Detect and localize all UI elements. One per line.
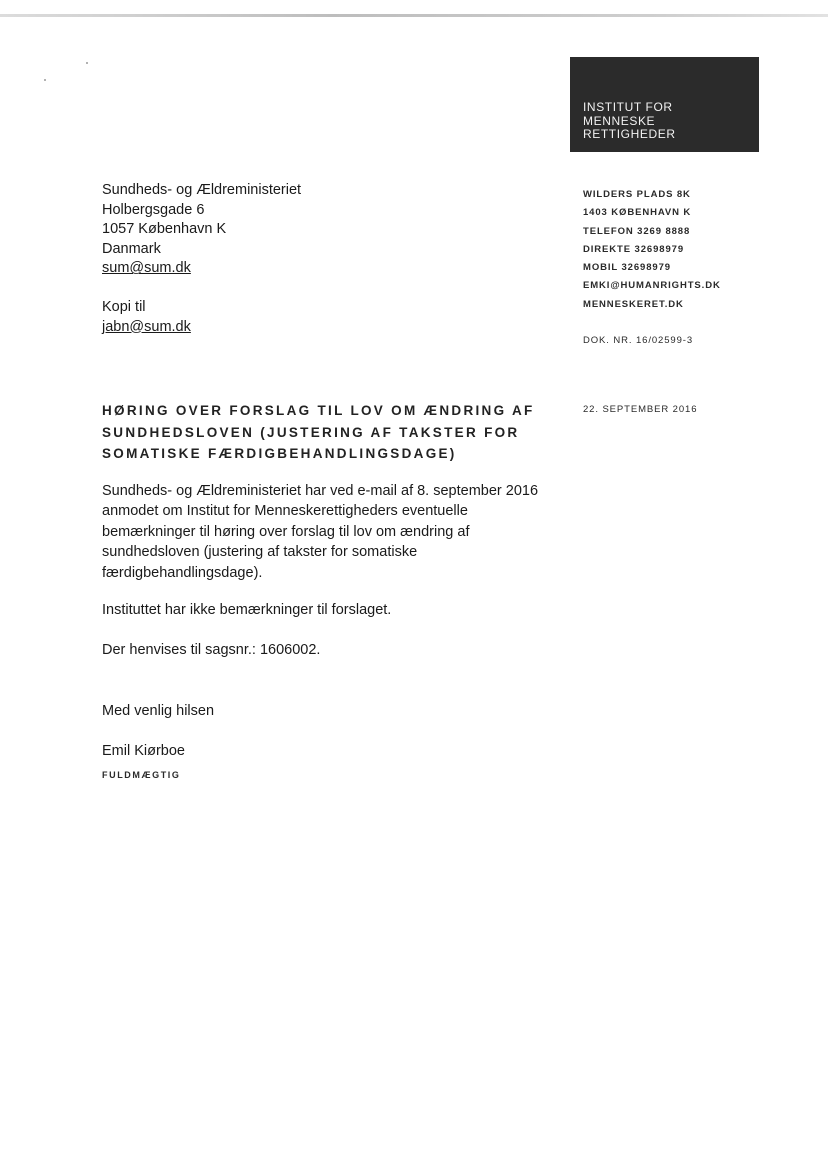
letter-subject [102,400,562,465]
sender-email: EMKI@HUMANRIGHTS.DK [583,280,721,292]
sender-direct-phone: DIREKTE 32698979 [583,243,685,255]
spacer [102,279,301,298]
recipient-address-block [102,181,301,337]
scan-speck [86,62,88,64]
body-line: anmodet om Institut for Menneskerettigheders eventuelle [102,503,468,520]
recipient-city: 1057 København K [102,221,227,238]
closing-greeting: Med venlig hilsen [102,703,215,719]
letter-body [102,481,562,603]
body-paragraph-case-number: Der henvises til sagsnr.: 1606002. [102,642,321,658]
subject-line: HØRING OVER FORSLAG TIL LOV OM ÆNDRING AF [102,403,535,418]
sender-address: WILDERS PLADS 8K [583,189,691,200]
copy-label: Kopi til [102,298,146,315]
body-line: sundhedsloven (justering af takster for somatiske [102,544,418,561]
recipient-street: Holbergsgade 6 [102,201,205,218]
body-line: færdigbehandlingsdage). [102,564,263,581]
recipient-country: Danmark [102,240,161,257]
institute-logo [570,57,759,152]
recipient-email-link[interactable]: sum@sum.dk [102,260,191,277]
body-line: bemærkninger til høring over forslag til lov om ændring af [102,523,470,540]
body-line: Sundheds- og Ældreministeriet har ved e-mail af 8. september 2016 [102,483,539,499]
body-paragraph-no-comments: Instituttet har ikke bemærkninger til forslaget. [102,602,392,618]
sender-phone: TELEFON 3269 8888 [583,225,691,237]
scan-speck [44,79,46,81]
sender-website: MENNESKERET.DK [583,298,684,310]
sender-address-block [583,186,721,314]
body-paragraph [102,481,562,583]
subject-line: SOMATISKE FÆRDIGBEHANDLINGSDAGE) [102,446,457,461]
logo-text [583,101,676,142]
logo-line: MENNESKE [583,113,656,128]
sender-mobile: MOBIL 32698979 [583,262,671,274]
scan-edge-line [0,14,828,17]
signer-title: FULDMÆGTIG [102,770,181,780]
logo-line: INSTITUT FOR [583,100,673,114]
recipient-name: Sundheds- og Ældreministeriet [102,182,302,198]
copy-email-link[interactable]: jabn@sum.dk [102,318,191,335]
logo-line: RETTIGHEDER [583,127,676,141]
sender-city: 1403 KØBENHAVN K [583,207,692,219]
letter-date: 22. SEPTEMBER 2016 [583,404,698,415]
document-number: DOK. NR. 16/02599-3 [583,335,694,346]
signer-name: Emil Kiørboe [102,743,185,759]
subject-line: SUNDHEDSLOVEN (JUSTERING AF TAKSTER FOR [102,424,520,440]
